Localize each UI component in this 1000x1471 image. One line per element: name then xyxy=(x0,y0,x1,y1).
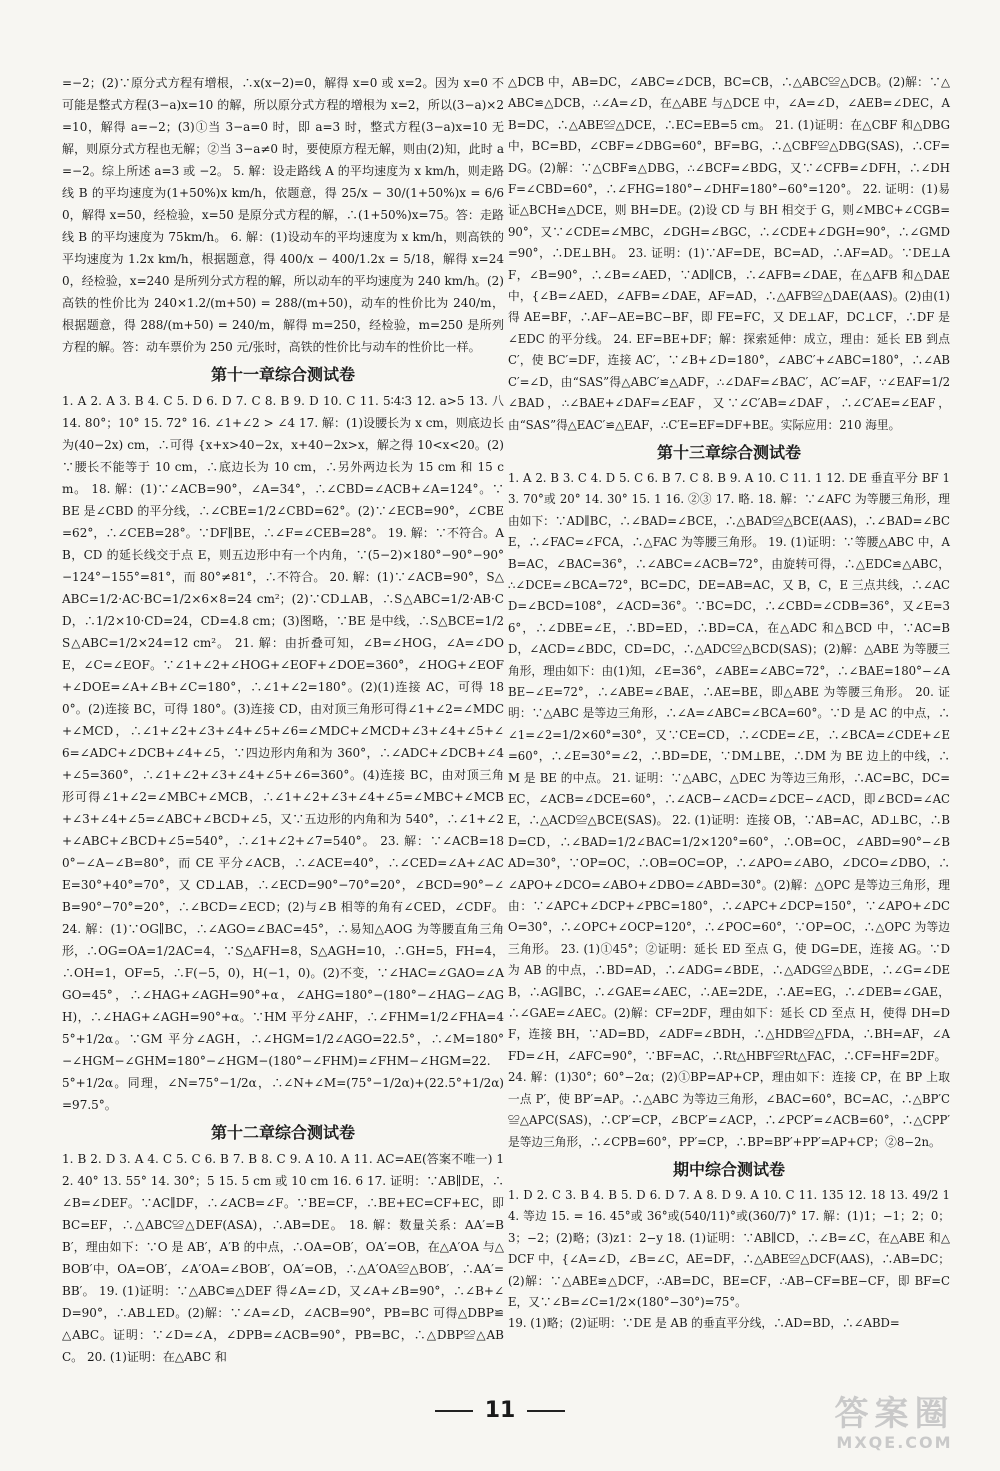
section-title-ch12: 第十二章综合测试卷 xyxy=(210,1123,355,1142)
page-number-dash-right xyxy=(527,1410,565,1412)
solution-block-ch12: 1. B 2. D 3. A 4. C 5. C 6. B 7. B 8. C 9. A 10. A 11. AC=AE(答案不唯一) 12. 40° 13. 55° 14. 30°；5 15. 5 cm 或 10 cm 16. 6 17. 证明：∵AB∥DE，∴∠B=∠DEF。∵AC∥DF，∴∠ACB=∠F。∵BE=CF，∴BE+EC=CF+EC，即 BC=EF，∴△ABC≌△DEF(ASA)，∴AB=DE。 18. 解：数量关系：AA′=BB′，理由如下：∵O 是 AB′，A′B 的中点，∴OA=OB′，OA′=OB，在△A′OA 与△BOB′中，OA=OB′，∠A′OA=∠BOB′，OA′=OB，∴△A′OA≌△BOB′，∴AA′=BB′。 19. (1)证明：∵△ABC≌△DEF 得∠A=∠D，又∠A+∠B=90°，∴∠B+∠D=90°，∴AB⊥ED。(2)解：∵∠A=∠D，∠ACB=90°，PB=BC 可得△DBP≌△ABC。证明：∵∠D=∠A，∠DPB=∠ACB=90°，PB=BC，∴△DBP≌△ABC。 20. (1)证明：在△ABC 和 xyxy=(62,1152,504,1364)
solution-block-ch13-q24: 24. 解：(1)30°；60°−2α；(2)①BP=AP+CP，理由如下：连接 CP，在 BP 上取一点 P′，使 BP′=AP。∴△ABC 为等边三角形，∠BAC=60°，BC=AC，∴△BP′C≌△APC(SAS)，∴CP′=CP，∠BCP′=∠ACP，∴∠PCP′=∠ACB=60°，∴△CPP′是等边三角形，∴∠CPB=60°，PP′=CP，∴BP=BP′+PP′=AP+CP；②8−2n。 xyxy=(508,1070,950,1149)
watermark-logo xyxy=(807,1395,982,1457)
solution-block-ch10-end: =−2；(2)∵原分式方程有增根，∴x(x−2)=0，解得 x=0 或 x=2。因为 x=0 不可能是整式方程(3−a)x=10 的解，所以原分式方程的增根为 x=2，所以(3−a)×2=10，解得 a=−2；(3)①当 3−a=0 时，即 a=3 时，整式方程(3−a)x=10 无解，则原分式方程也无解；②当 3−a≠0 时，要使原方程无解，则由(2)知，此时 a=−2。综上所述 a=3 或 −2。 5. 解：设走路线 A 的平均速度为 x km/h，则走路线 B 的平均速度为(1+50%)x km/h，依题意，得 25/x − 30/(1+50%)x = 6/60，解得 x=50，经检验，x=50 是原分式方程的解，∴(1+50%)x=75。答：走路线 B 的平均速度为 75km/h。 6. 解：(1)设动车的平均速度为 x km/h，则高铁的平均速度为 1.2x km/h，根据题意，得 400/x − 400/1.2x = 5/18，解得 x=240，经检验，x=240 是所列分式方程的解，所以动车的平均速度为 240 km/h。(2)高铁的性价比为 240×1.2/(m+50) = 288/(m+50)，动车的性价比为 240/m，根据题意，得 288/(m+50) = 240/m，解得 m=250，经检验，m=250 是所列方程的解。答：动车票价为 250 元/张时，高铁的性价比与动车的性价比一样。 xyxy=(62,76,504,354)
watermark-url: MXQE.COM xyxy=(836,1433,953,1452)
section-title-ch13: 第十三章综合测试卷 xyxy=(656,442,801,462)
solution-block-ch13: 1. A 2. B 3. C 4. D 5. C 6. B 7. C 8. B 9. A 10. C 11. 1 12. DE 垂直平分 BF 13. 70°或 20° 14. 30° 15. 1 16. ②③ 17. 略. 18. 解：∵∠AFC 为等腰三角形，理由如下：∵AD∥BC，∴∠BAD=∠BCE，∴△BAD≌△BCE(AAS)，∴∠BAD=∠BCE，∴∠FAC=∠FCA，∴△FAC 为等腰三角形。 19. (1)证明：∵等腰△ABC 中，AB=AC，∠BAC=36°，∴∠ABC=∠ACB=72°，由旋转可得，∴△EDC≌△ABC，∴∠DCE=∠BCA=72°，BC=DC，DE=AB=AC，又 B，C，E 三点共线，∴∠ACD=∠BCD=108°，∠ACD=36°。∵BC=DC，∴∠CBD=∠CDB=36°，又∠E=36°，∴∠DBE=∠E，∴BD=ED，∴BD=CA，在△ADC 和△BCD 中，∵AC=BD，∠ACD=∠BDC，CD=DC，∴△ADC≌△BCD(SAS)；(2)解：△ABE 为等腰三角形，理由如下：由(1)知，∠E=36°，∠ABE=∠ABC=72°，∴∠BAE=180°−∠ABE−∠E=72°，∴∠ABE=∠BAE，∴AE=BE，即△ABE 为等腰三角形。 20. 证明：∵△ABC 是等边三角形，∴∠A=∠ABC=∠BCA=60°。∵D 是 AC 的中点，∴∠1=∠2=1/2×60°=30°，又∵CE=CD，∴∠CDE=∠E，∴∠BCA=∠CDE+∠E=60°，∴∠E=30°=∠2，∴BD=DE，∵DM⊥BE，∴DM 为 BE 边上的中线，∴M 是 BE 的中点。 21. 证明：∵△ABC，△DEC 为等边三角形，∴AC=BC，DC=EC，∠ACB=∠DCE=60°，∴∠ACB−∠ACD=∠DCE−∠ACD，即∠BCD=∠ACE，∴△ACD≌△BCE(SAS)。 22. (1)证明：连接 OB，∵AB=AC，AD⊥BC，∴BD=CD，∴∠BAD=1/2∠BAC=1/2×120°=60°，∴OB=OC，∠ABD=90°−∠BAD=30°，∵OP=OC，∴OB=OC=OP，∴∠APO=∠ABO，∠DCO=∠DBO，∴∠APO+∠DCO=∠ABO+∠DBO=∠ABD=30°。(2)解：△OPC 是等边三角形，理由：∵∠APC+∠DCP+∠PBC=180°，∴∠APC+∠DCP=150°，∵∠APO+∠DCO=30°，∴∠OPC+∠OCP=120°，∴∠POC=60°，∵OP=OC，∴△OPC 为等边三角形。 23. (1)①45°；②证明：延长 ED 至点 G，使 DG=DE，连接 AG。∵D 为 AB 的中点，∴BD=AD，∴∠ADG=∠BDE，∴△ADG≌△BDE，∴∠G=∠DEB，∴AG∥BC，∴∠GAE=∠AEC，∴AE=2DE，∴AE=EG，∴∠DEB=∠GAE，∴∠GAE=∠AEC。(2)解：CF=2DF，理由如下：延长 CD 至点 H，使得 DH=DF，连接 BH，∵AD=BD，∠ADF=∠BDH，∴△HDB≌△FDA，∴BH=AF，∠AFD=∠H，∠AFC=90°，∵BF=AC，∴Rt△HBF≌Rt△FAC，∴CF=HF=2DF。 xyxy=(508,470,950,1063)
solution-block-ch12-cont: △DCB 中，AB=DC，∠ABC=∠DCB，BC=CB，∴△ABC≌△DCB。(2)解：∵△ABC≌△DCB，∴∠A=∠D，在△ABE 与△DCE 中，∠A=∠D，∠AEB=∠DEC，AB=DC，∴△ABE≌△DCE，∴EC=EB=5 cm。 21. (1)证明：在△CBF 和△DBG 中，BC=BD，∠CBF=∠DBG=60°，BF=BG，∴△CBF≌△DBG(SAS)，∴CF=DG。(2)解：∵△CBF≌△DBG，∴∠BCF=∠BDG，又∵∠CFB=∠DFH，∴∠DHF=∠CBD=60°，∴∠FHG=180°−∠DHF=180°−60°=120°。 22. 证明：(1)易证△BCH≌△DCE，则 BH=DE。(2)设 CD 与 BH 相交于 G，则∠MBC+∠CGB=90°，又∵∠CDE=∠MBC，∠DGH=∠BGC，∴∠CDE+∠DGH=90°，∴∠GMD=90°，∴DE⊥BH。 23. 证明：(1)∵AF=DE，BC=AD，∴AF=AD。∵DE⊥AF，∠B=90°，∴∠B=∠AED，∵AD∥CB，∴∠AFB=∠DAE，在△AFB 和△DAE 中，{∠B=∠AED，∠AFB=∠DAE，AF=AD，∴△AFB≌△DAE(AAS)。(2)由(1)得 AE=BF，∴AF−AE=BC−BF，即 FE=FC，又 DE⊥AF，DC⊥CF，∴DF 是∠EDC 的平分线。 24. EF=BE+DF；解：探索延伸：成立，理由：延长 EB 到点 C′，使 BC′=DF，连接 AC′，∵∠B+∠D=180°，∠ABC′+∠ABC=180°，∴∠ABC′=∠D，由“SAS”得△ABC′≌△ADF，∴∠DAF=∠BAC′，AC′=AF，∵∠EAF=1/2∠BAD，∴∠BAE+∠DAF=∠EAF，又∵∠C′AB=∠DAF，∴∠C′AE=∠EAF，由“SAS”得△EAC′≌△EAF，∴C′E=EF=DF+BE。实际应用：210 海里。 xyxy=(508,75,950,432)
watermark-logo-text: 答案圈 xyxy=(834,1394,955,1434)
section-title-midterm: 期中综合测试卷 xyxy=(672,1159,785,1179)
page-number-dash-left xyxy=(435,1410,473,1412)
solution-block-ch11: 1. A 2. A 3. B 4. C 5. D 6. D 7. C 8. B 9. D 10. C 11. 5∶4∶3 12. a>5 13. 八 14. 80°；10° 15. 72° 16. ∠1+∠2 > ∠4 17. 解：(1)设腰长为 x cm，则底边长为(40−2x) cm，∴可得 {x+x>40−2x，x+40−2x>x，解之得 10<x<20。(2)∵腰长不能等于 10 cm，∴底边长为 10 cm，∴另外两边长为 15 cm 和 15 cm。 18. 解：(1)∵∠ACB=90°，∠A=34°，∴∠CBD=∠ACB+∠A=124°。∵BE 是∠CBD 的平分线，∴∠CBE=1/2∠CBD=62°。(2)∵∠ECB=90°，∠CBE=62°，∴∠CEB=28°。∵DF∥BE，∴∠F=∠CEB=28°。 19. 解：∵不符合。AB，CD 的延长线交于点 E，则五边形中有一个内角，∵(5−2)×180°−90°−90°−124°−155°=81°，而 80°≠81°，∴不符合。 20. 解：(1)∵∠ACB=90°，S△ABC=1/2·AC·BC=1/2×6×8=24 cm²；(2)∵CD⊥AB，∴S△ABC=1/2·AB·CD，∴1/2×10·CD=24，CD=4.8 cm；(3)图略，∵BE 是中线，∴S△BCE=1/2 S△ABC=1/2×24=12 cm²。 21. 解：由折叠可知，∠B=∠HOG，∠A=∠DOE，∠C=∠EOF。∵∠1+∠2+∠HOG+∠EOF+∠DOE=360°，∠HOG+∠EOF+∠DOE=∠A+∠B+∠C=180°，∴∠1+∠2=180°。(2)(1)连接 AC，可得 180°。(2)连接 BC，可得 180°。(3)连接 CD，由对顶三角形可得∠1+∠2=∠MDC+∠MCD，∴∠1+∠2+∠3+∠4+∠5+∠6=∠MDC+∠MCD+∠3+∠4+∠5+∠6=∠ADC+∠DCB+∠4+∠5，∵四边形内角和为 360°，∴∠ADC+∠DCB+∠4+∠5=360°，∴∠1+∠2+∠3+∠4+∠5+∠6=360°。(4)连接 BC，由对顶三角形可得∠1+∠2=∠MBC+∠MCB，∴∠1+∠2+∠3+∠4+∠5=∠MBC+∠MCB+∠3+∠4+∠5=∠ABC+∠BCD+∠5，又∵五边形的内角和为 540°，∴∠1+∠2+∠ABC+∠BCD+∠5=540°，∴∠1+∠2+∠7=540°。 23. 解：∵∠ACB=180°−∠A−∠B=80°，而 CE 平分∠ACB，∴∠ACE=40°，∴∠CED=∠A+∠ACE=30°+40°=70°，又 CD⊥AB，∴∠ECD=90°−70°=20°，∠BCD=90°−∠B=90°−70°=20°，∴∠BCD=∠ECD；(2)与∠B 相等的角有∠CED，∠CDF。 24. 解：(1)∵OG∥BC，∴∠AGO=∠BAC=45°，∴易知△AOG 为等腰直角三角形，∴OG=OA=1/2AC=4，∵S△AFH=8，S△AGH=10，∴GH=5，FH=4，∴OH=1，OF=5，∴F(−5，0)，H(−1，0)。(2)不变，∵∠HAC=∠GAO=∠AGO=45°，∴∠HAG+∠AGH=90°+α，∠AHG=180°−(180°−∠HAG−∠AGH)，∴∠HAG+∠AGH=90°+α。∵HM 平分∠AHF，∴∠FHM=1/2∠FHA=45°+1/2α。∵GM 平分∠AGH，∴∠HGM=1/2∠AGO=22.5°，∴∠M=180°−∠HGM−∠GHM=180°−∠HGM−(180°−∠FHM)=∠FHM−∠HGM=22.5°+1/2α。同理，∠N=75°−1/2α，∴∠N+∠M=(75°−1/2α)+(22.5°+1/2α)=97.5°。 xyxy=(62,394,504,1112)
section-title-ch11: 第十一章综合测试卷 xyxy=(210,365,355,384)
right-column xyxy=(508,72,950,1335)
page-number-text: 11 xyxy=(484,1398,516,1423)
left-column xyxy=(62,72,504,1368)
solution-block-midterm-q19: 19. (1)略；(2)证明：∵DE 是 AB 的垂直平分线，∴AD=BD，∴∠ABD= xyxy=(508,1316,900,1331)
solution-block-midterm: 1. D 2. C 3. B 4. B 5. D 6. D 7. A 8. D 9. A 10. C 11. 135 12. 18 13. 49/2 14. 等边 15. = 16. 45°或 36°或(540/11)°或(360/7)° 17. 解：(1)1；−1；2；0；3；−2；(2)略；(3)z1：2−y 18. (1)证明：∵AB∥CD，∴∠B=∠C，在△ABE 和△DCF 中，{∠A=∠D，∠B=∠C，AE=DF，∴△ABE≌△DCF(AAS)，∴AB=DC；(2)解：∵△ABE≌△DCF，∴AB=DC，BE=CF，∴AB−CF=BE−CF，即 BF=CE，又∵∠B=∠C=1/2×(180°−30°)=75°。 xyxy=(508,1187,950,1309)
